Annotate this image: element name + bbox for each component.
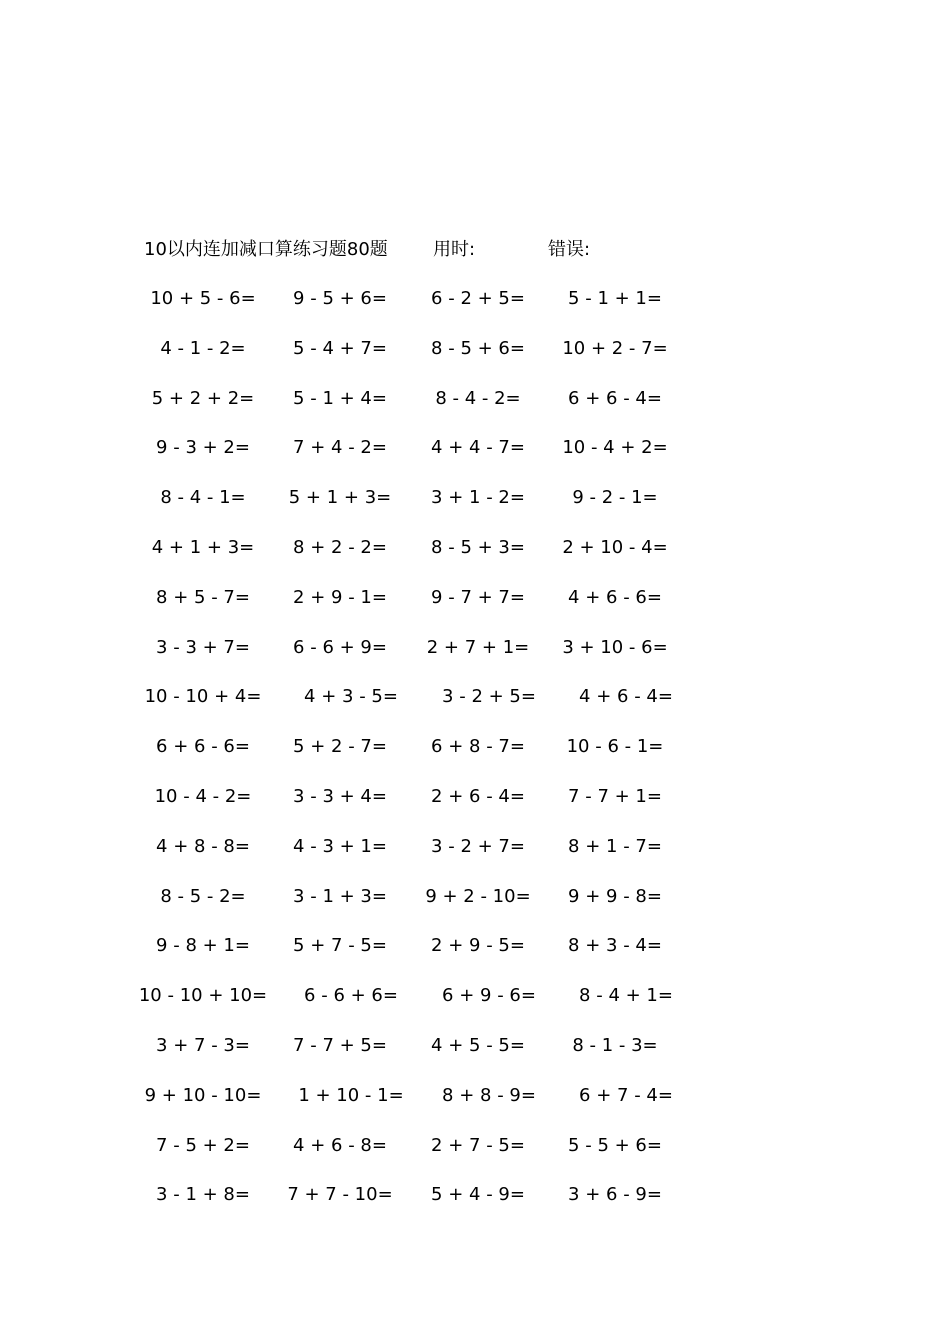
arithmetic-problem: 3 + 10 - 6= [562,636,668,658]
arithmetic-problem: 5 - 5 + 6= [568,1134,662,1156]
arithmetic-problem: 4 + 6 - 6= [568,586,662,608]
arithmetic-problem: 3 + 1 - 2= [431,487,525,509]
problem-row [0,335,950,385]
arithmetic-problem: 9 + 10 - 10= [144,1084,262,1106]
problem-row [0,1032,950,1082]
arithmetic-problem: 9 - 8 + 1= [156,935,250,957]
arithmetic-problem: 3 - 1 + 8= [156,1184,250,1206]
time-used-label: 用时: [433,239,476,260]
problem-row [0,484,950,534]
problem-row [0,1082,950,1132]
arithmetic-problem: 9 - 2 - 1= [572,487,658,509]
arithmetic-problem: 8 - 1 - 3= [572,1034,658,1056]
error-count-label: 错误: [548,239,591,260]
arithmetic-problem: 7 + 7 - 10= [287,1184,393,1206]
arithmetic-problem: 4 + 3 - 5= [304,686,398,708]
arithmetic-problem: 3 - 2 + 5= [442,686,536,708]
arithmetic-problem: 5 + 4 - 9= [431,1184,525,1206]
arithmetic-problem: 2 + 6 - 4= [431,785,525,807]
problem-row [0,1181,950,1231]
problem-row [0,434,950,484]
arithmetic-problem: 4 + 6 - 8= [293,1134,387,1156]
arithmetic-problem: 6 + 8 - 7= [431,736,525,758]
arithmetic-problem: 4 - 3 + 1= [293,835,387,857]
arithmetic-problem: 9 - 7 + 7= [431,586,525,608]
arithmetic-problem: 6 - 6 + 9= [293,636,387,658]
arithmetic-problem: 3 + 6 - 9= [568,1184,662,1206]
arithmetic-problem: 2 + 10 - 4= [562,536,668,558]
arithmetic-problem: 2 + 9 - 1= [293,586,387,608]
arithmetic-problem: 8 + 5 - 7= [156,586,250,608]
arithmetic-problem: 10 - 6 - 1= [566,736,664,758]
problem-row [0,783,950,833]
arithmetic-problem: 8 + 3 - 4= [568,935,662,957]
problem-row [0,683,950,733]
arithmetic-problem: 3 + 7 - 3= [156,1034,250,1056]
arithmetic-problem: 8 - 4 - 1= [160,487,246,509]
problem-row [0,584,950,634]
arithmetic-problem: 1 + 10 - 1= [298,1084,404,1106]
problem-grid [0,285,950,1231]
arithmetic-problem: 9 - 3 + 2= [156,437,250,459]
arithmetic-problem: 7 - 7 + 5= [293,1034,387,1056]
arithmetic-problem: 7 + 4 - 2= [293,437,387,459]
arithmetic-problem: 6 - 2 + 5= [431,288,525,309]
arithmetic-problem: 2 + 7 + 1= [426,636,530,658]
arithmetic-problem: 8 - 5 - 2= [160,885,246,907]
problem-row [0,733,950,783]
problem-row [0,385,950,435]
arithmetic-problem: 8 + 8 - 9= [442,1084,536,1106]
arithmetic-problem: 5 + 7 - 5= [293,935,387,957]
arithmetic-problem: 7 - 5 + 2= [156,1134,250,1156]
arithmetic-problem: 4 + 6 - 4= [579,686,673,708]
arithmetic-problem: 5 + 2 + 2= [151,387,255,409]
problem-row [0,285,950,335]
arithmetic-problem: 2 + 7 - 5= [431,1134,525,1156]
problem-row [0,534,950,584]
arithmetic-problem: 2 + 9 - 5= [431,935,525,957]
arithmetic-problem: 8 - 5 + 6= [431,337,525,359]
arithmetic-problem: 5 - 1 + 4= [293,387,387,409]
arithmetic-problem: 4 - 1 - 2= [160,337,246,359]
arithmetic-problem: 8 - 4 - 2= [435,387,521,409]
arithmetic-problem: 8 - 4 + 1= [579,985,673,1007]
arithmetic-problem: 4 + 4 - 7= [431,437,525,459]
problem-row [0,982,950,1032]
arithmetic-problem: 10 + 5 - 6= [150,288,256,309]
arithmetic-problem: 9 + 9 - 8= [568,885,662,907]
arithmetic-problem: 10 - 4 + 2= [562,437,668,459]
problem-row [0,1132,950,1182]
problem-row [0,833,950,883]
arithmetic-problem: 10 - 10 + 10= [138,985,268,1007]
problem-row [0,932,950,982]
arithmetic-problem: 10 - 10 + 4= [144,686,262,708]
arithmetic-problem: 5 - 1 + 1= [568,288,662,309]
worksheet-title: 10以内连加减口算练习题80题 [144,239,388,260]
arithmetic-problem: 9 - 5 + 6= [293,288,387,309]
arithmetic-problem: 6 + 6 - 4= [568,387,662,409]
arithmetic-problem: 9 + 2 - 10= [425,885,531,907]
arithmetic-problem: 6 + 6 - 6= [156,736,250,758]
arithmetic-problem: 6 + 9 - 6= [442,985,536,1007]
arithmetic-problem: 4 + 5 - 5= [431,1034,525,1056]
arithmetic-problem: 7 - 7 + 1= [568,785,662,807]
arithmetic-problem: 10 - 4 - 2= [154,785,252,807]
arithmetic-problem: 5 - 4 + 7= [293,337,387,359]
arithmetic-problem: 4 + 8 - 8= [156,835,250,857]
arithmetic-problem: 8 + 2 - 2= [293,536,387,558]
arithmetic-problem: 3 - 2 + 7= [431,835,525,857]
problem-row [0,634,950,684]
arithmetic-problem: 5 + 1 + 3= [288,487,392,509]
arithmetic-problem: 3 - 3 + 7= [156,636,250,658]
arithmetic-problem: 10 + 2 - 7= [562,337,668,359]
arithmetic-problem: 8 - 5 + 3= [431,536,525,558]
worksheet-header [0,236,950,264]
arithmetic-problem: 4 + 1 + 3= [151,536,255,558]
arithmetic-problem: 5 + 2 - 7= [293,736,387,758]
problem-row [0,883,950,933]
arithmetic-problem: 8 + 1 - 7= [568,835,662,857]
arithmetic-problem: 3 - 1 + 3= [293,885,387,907]
arithmetic-problem: 6 + 7 - 4= [579,1084,673,1106]
arithmetic-problem: 6 - 6 + 6= [304,985,398,1007]
arithmetic-problem: 3 - 3 + 4= [293,785,387,807]
